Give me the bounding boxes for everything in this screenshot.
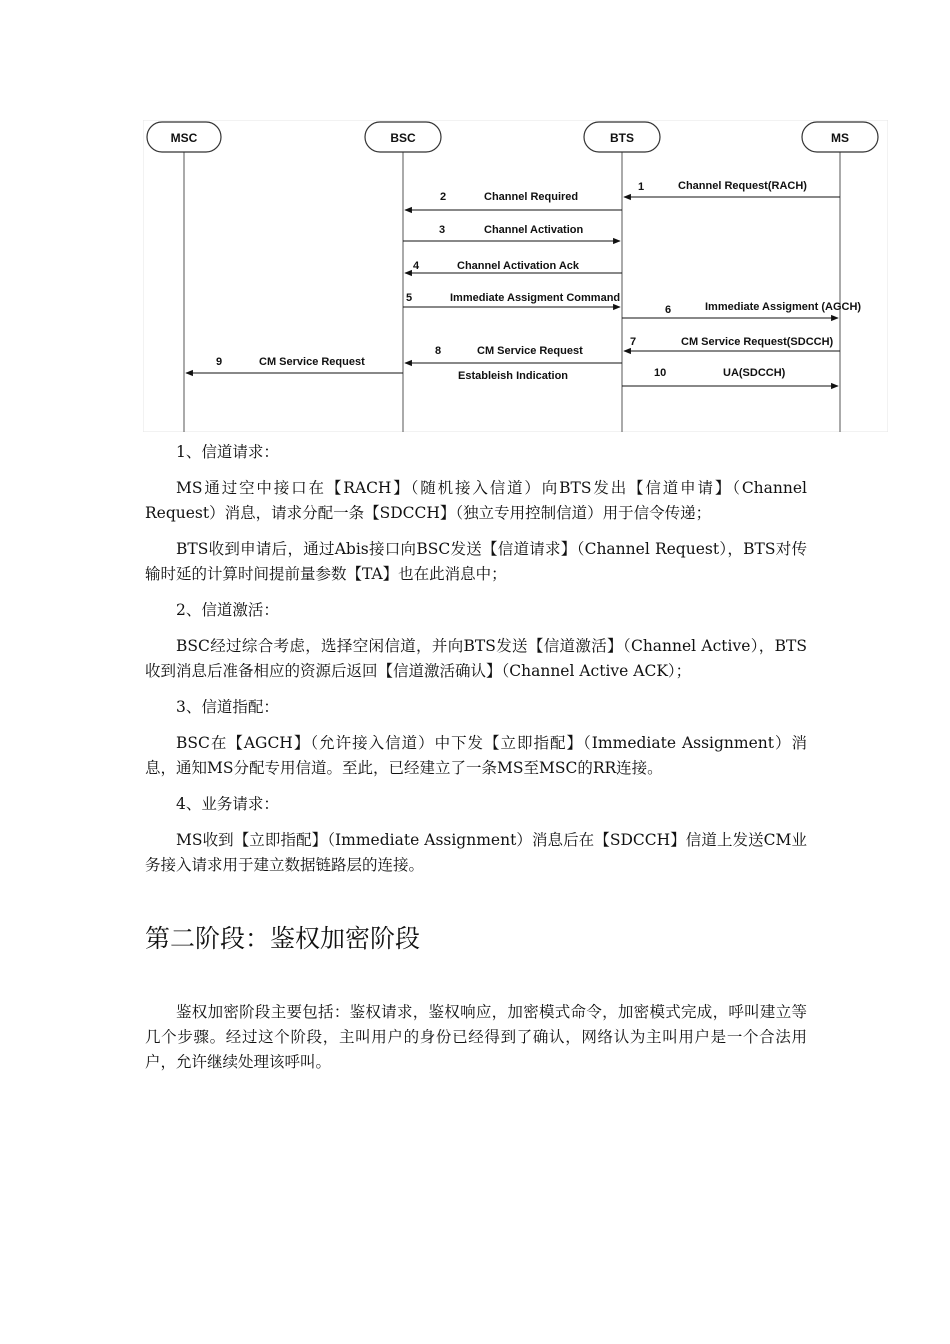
step-4-paragraph: MS收到【立即指配】（Immediate Assignment）消息后在【SDCCH】信道上发送CM业务接入请求用于建立数据链路层的连接。 bbox=[145, 831, 807, 874]
message-label: CM Service Request(SDCCH) bbox=[681, 336, 834, 348]
message-label: Immediate Assigment Command bbox=[450, 292, 621, 304]
message-number: 8 bbox=[435, 345, 442, 357]
step-1-paragraph-1: MS通过空中接口在【RACH】（随机接入信道）向BTS发出【信道申请】（Channel Request）消息，请求分配一条【SDCCH】（独立专用控制信道）用于信令传递； bbox=[145, 479, 807, 522]
message-number: 6 bbox=[665, 304, 672, 316]
section-title: 第二阶段：鉴权加密阶段 bbox=[145, 924, 421, 953]
message-label: Immediate Assigment (AGCH) bbox=[705, 301, 862, 313]
message-number: 5 bbox=[406, 292, 413, 304]
step-2-heading: 2、信道激活： bbox=[176, 601, 279, 619]
message-sublabel: Estableish Indication bbox=[458, 370, 569, 382]
entity-msc-label: MSC bbox=[170, 131, 198, 145]
message-number: 9 bbox=[216, 356, 223, 368]
entity-bsc bbox=[365, 122, 441, 152]
message-label: CM Service Request bbox=[477, 345, 583, 357]
message-number: 2 bbox=[440, 191, 447, 203]
signaling-sequence-diagram bbox=[143, 120, 888, 432]
entity-ms-label: MS bbox=[831, 131, 849, 145]
message-label: CM Service Request bbox=[259, 356, 365, 368]
message-label: Channel Request(RACH) bbox=[678, 180, 807, 192]
message-label: Channel Required bbox=[484, 191, 579, 203]
message-number: 1 bbox=[638, 181, 645, 193]
step-3-heading: 3、信道指配： bbox=[176, 698, 279, 716]
step-1-paragraph-2: BTS收到申请后，通过Abis接口向BSC发送【信道请求】（Channel Request），BTS对传输时延的计算时间提前量参数【TA】也在此消息中； bbox=[145, 540, 807, 583]
document-body bbox=[145, 440, 807, 1086]
message-label: Channel Activation Ack bbox=[457, 260, 580, 272]
message-label: Channel Activation bbox=[484, 224, 584, 236]
step-2-paragraph: BSC经过综合考虑，选择空闲信道，并向BTS发送【信道激活】（Channel Active），BTS收到消息后准备相应的资源后返回【信道激活确认】（Channel Active ACK）； bbox=[145, 637, 807, 680]
entity-msc bbox=[147, 122, 221, 152]
message-number: 10 bbox=[654, 367, 667, 379]
entity-bts-label: BTS bbox=[610, 131, 634, 145]
message-number: 3 bbox=[439, 224, 446, 236]
step-1-heading: 1、信道请求： bbox=[176, 443, 279, 461]
step-4-heading: 4、业务请求： bbox=[176, 795, 279, 813]
message-label: UA(SDCCH) bbox=[723, 367, 786, 379]
entity-bts bbox=[584, 122, 660, 152]
message-number: 4 bbox=[413, 260, 420, 272]
section-paragraph: 鉴权加密阶段主要包括：鉴权请求，鉴权响应，加密模式命令，加密模式完成，呼叫建立等几个步骤。经过这个阶段，主叫用户的身份已经得到了确认，网络认为主叫用户是一个合法用户，允许继续处理该呼叫。 bbox=[145, 1003, 807, 1071]
entity-bsc-label: BSC bbox=[390, 131, 416, 145]
step-3-paragraph: BSC在【AGCH】（允许接入信道）中下发【立即指配】（Immediate Assignment）消息，通知MS分配专用信道。至此，已经建立了一条MS至MSC的RR连接。 bbox=[145, 734, 807, 777]
message-number: 7 bbox=[630, 336, 637, 348]
entity-ms bbox=[802, 122, 878, 152]
